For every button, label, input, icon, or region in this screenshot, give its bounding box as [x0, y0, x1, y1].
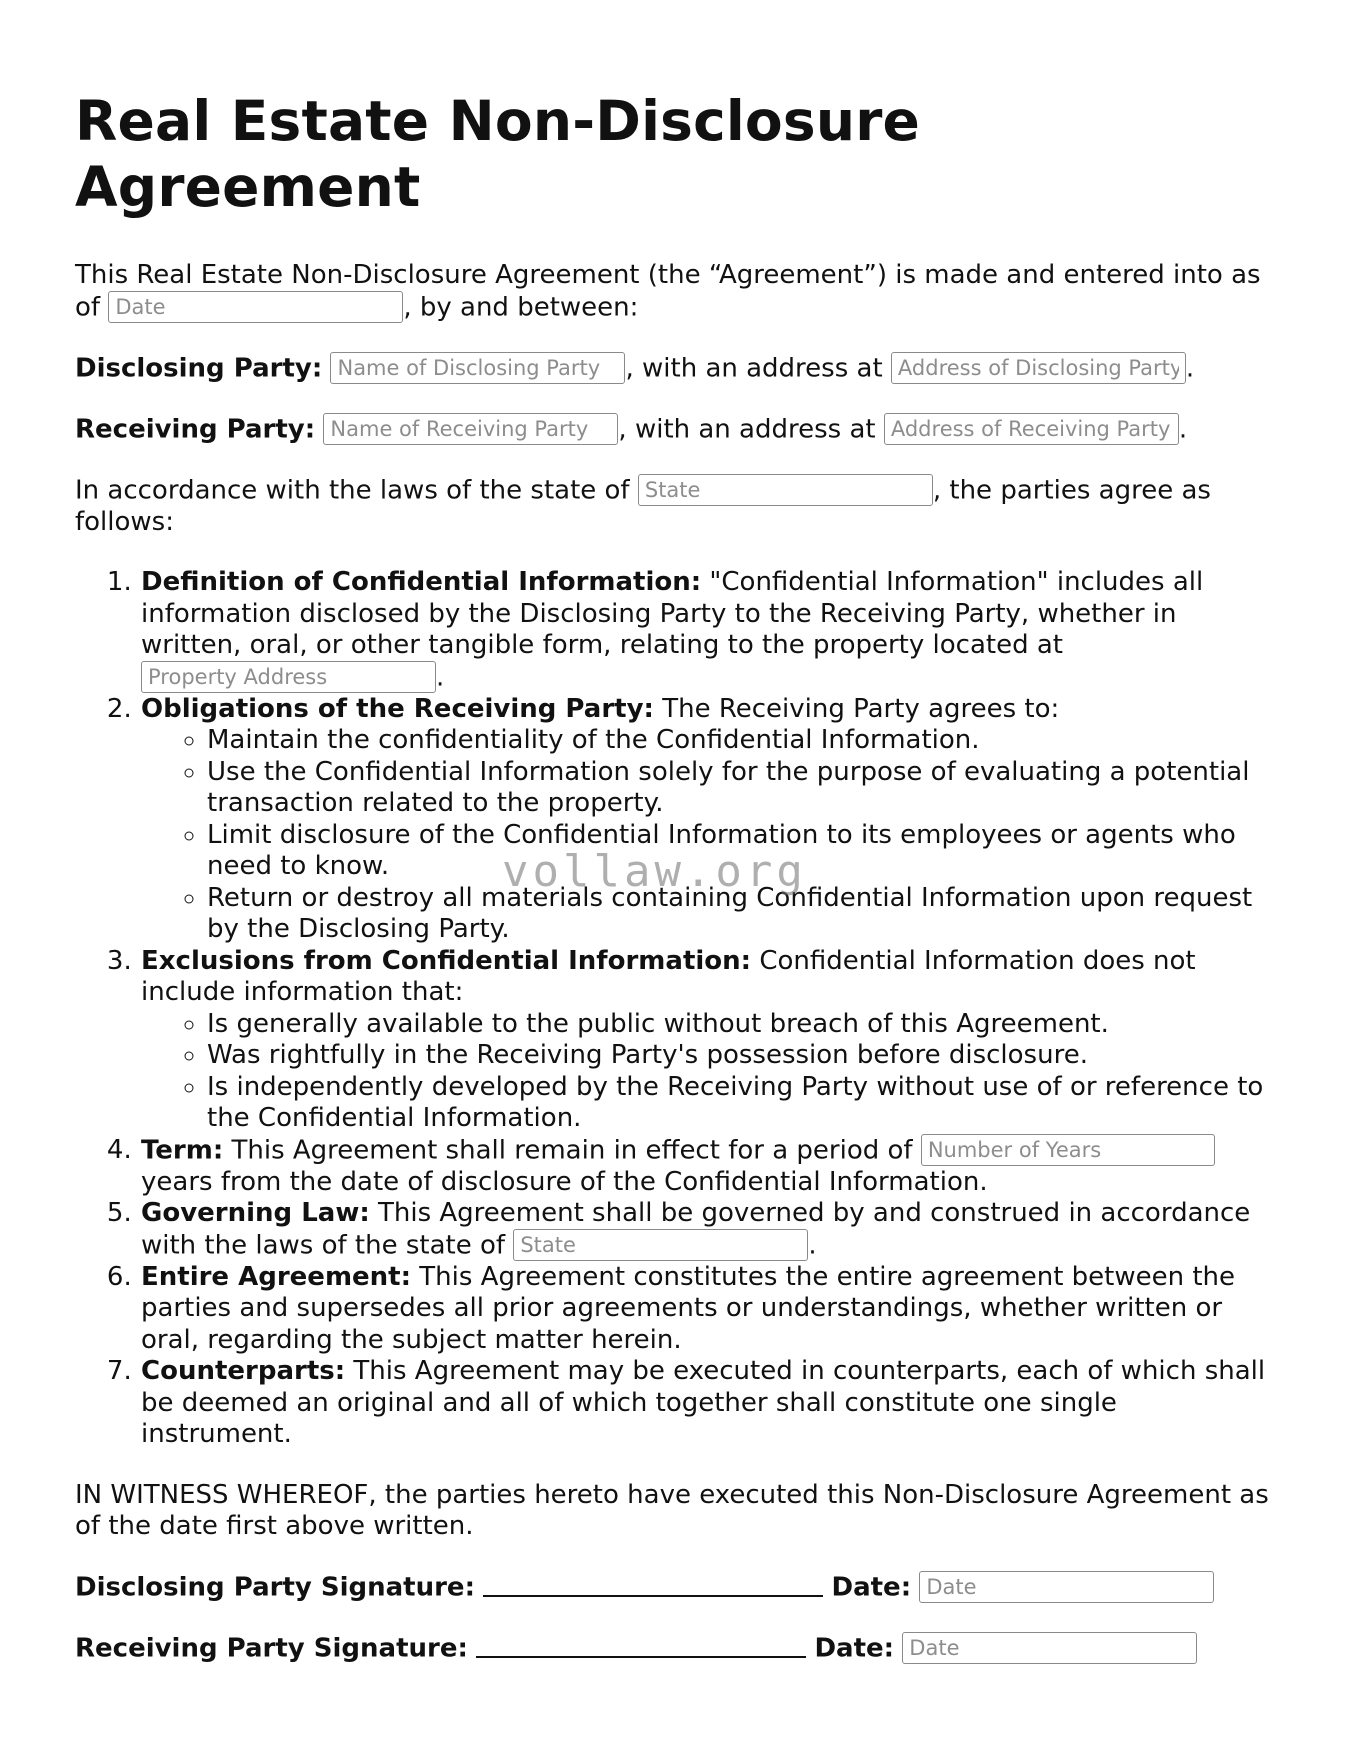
list-item: ◦ Is independently developed by the Receiving Party without use of or reference to the Confidential Information.	[207, 1072, 1275, 1135]
intro-paragraph	[75, 260, 1275, 324]
receiving-party-address-input[interactable]	[884, 413, 1179, 445]
list-item: ◦ Return or destroy all materials containing Confidential Information upon request by the Disclosing Party.	[207, 883, 1275, 946]
section-text: "Confidential Information" includes all information disclosed by the Disclosing Party to the Receiving Party, whether in written, oral, or other tangible form, relating to the property located at	[141, 567, 1204, 660]
disclosing-signature-row	[75, 1572, 1275, 1604]
watermark: vollaw.org	[502, 846, 807, 897]
receiving-signature-line[interactable]	[476, 1656, 806, 1658]
document-page	[75, 88, 1275, 1665]
section-counterparts	[140, 1356, 1275, 1451]
document-title: Real Estate Non-Disclosure Agreement	[75, 89, 921, 219]
state-input[interactable]	[638, 474, 933, 506]
receiving-signature-label: Receiving Party Signature:	[75, 1633, 468, 1663]
disclosing-address-text: , with an address at	[625, 353, 891, 383]
agreement-date-input[interactable]	[108, 291, 403, 323]
section-heading: Counterparts:	[141, 1356, 346, 1386]
section-exclusions	[140, 946, 1275, 1135]
disclosing-party-line	[75, 353, 1275, 385]
witness-paragraph: IN WITNESS WHEREOF, the parties hereto have executed this Non-Disclosure Agreement as of the date first above written.	[75, 1479, 1269, 1541]
section-text: This Agreement constitutes the entire agreement between the parties and supersedes all prior agreements or understandings, whether written or oral, regarding the subject matter herein.	[141, 1261, 1236, 1355]
property-address-input[interactable]	[141, 661, 436, 693]
receiving-signature-date-input[interactable]	[902, 1632, 1197, 1664]
section-heading: Definition of Confidential Information:	[141, 567, 702, 597]
disclosing-signature-label: Disclosing Party Signature:	[75, 1572, 475, 1602]
receiving-party-line	[75, 414, 1275, 446]
section-heading: Obligations of the Receiving Party:	[141, 693, 654, 724]
exclusions-list	[141, 1009, 1275, 1135]
list-item: ◦ Was rightfully in the Receiving Party's possession before disclosure.	[207, 1040, 1275, 1072]
section-definition	[140, 567, 1275, 694]
section-heading: Exclusions from Confidential Information:	[141, 945, 752, 976]
number-of-years-input[interactable]	[921, 1134, 1215, 1166]
receiving-party-label: Receiving Party:	[75, 414, 316, 444]
section-text: This Agreement may be executed in counterparts, each of which shall be deemed an original and all of which together shall constitute one single instrument.	[141, 1356, 1266, 1449]
section-text: The Receiving Party agrees to:	[653, 693, 1060, 724]
section-end: .	[436, 662, 445, 692]
terms-list	[75, 567, 1275, 1451]
disclosing-signature-date-input[interactable]	[919, 1571, 1214, 1603]
disclosing-signature-line[interactable]	[483, 1595, 823, 1597]
date-label: Date:	[814, 1633, 895, 1663]
disclosing-period: .	[1185, 353, 1195, 383]
section-heading: Term:	[141, 1135, 224, 1165]
section-heading: Entire Agreement:	[141, 1261, 412, 1292]
date-label: Date:	[831, 1572, 912, 1602]
disclosing-party-name-input[interactable]	[330, 352, 625, 384]
section-term	[140, 1135, 1275, 1199]
list-item: ◦ Maintain the confidentiality of the Confidential Information.	[207, 725, 1275, 757]
section-text-after: years from the date of disclosure of the Confidential Information.	[141, 1166, 988, 1197]
disclosing-party-address-input[interactable]	[891, 352, 1186, 384]
obligations-list	[141, 725, 1275, 946]
receiving-party-name-input[interactable]	[323, 413, 618, 445]
section-text: This Agreement shall remain in effect for a period of	[223, 1135, 921, 1165]
accordance-text: In accordance with the laws of the state of	[75, 475, 638, 505]
accordance-text-after: , the parties agree as follows:	[75, 475, 1211, 537]
section-governing-law	[140, 1198, 1275, 1262]
section-heading: Governing Law:	[141, 1198, 370, 1228]
section-end: .	[808, 1230, 817, 1260]
receiving-address-text: , with an address at	[618, 414, 884, 444]
receiving-period: .	[1178, 414, 1188, 444]
section-obligations	[140, 694, 1275, 946]
list-item: ◦ Limit disclosure of the Confidential Information to its employees or agents who need to know.	[207, 820, 1275, 883]
section-entire-agreement	[140, 1262, 1275, 1357]
section-text: This Agreement shall be governed by and construed in accordance with the laws of the state of	[141, 1198, 1251, 1260]
list-item: ◦ Use the Confidential Information solely for the purpose of evaluating a potential transaction related to the property.	[207, 757, 1275, 820]
governing-state-input[interactable]	[513, 1229, 808, 1261]
section-text: Confidential Information does not include information that:	[141, 945, 1196, 1007]
list-item: ◦ Is generally available to the public without breach of this Agreement.	[207, 1009, 1275, 1041]
intro-text-after: , by and between:	[403, 292, 639, 322]
receiving-signature-row	[75, 1633, 1275, 1665]
disclosing-party-label: Disclosing Party:	[75, 353, 323, 383]
intro-text: This Real Estate Non-Disclosure Agreement (the “Agreement”) is made and entered into as of	[75, 260, 1261, 322]
accordance-paragraph	[75, 475, 1275, 539]
